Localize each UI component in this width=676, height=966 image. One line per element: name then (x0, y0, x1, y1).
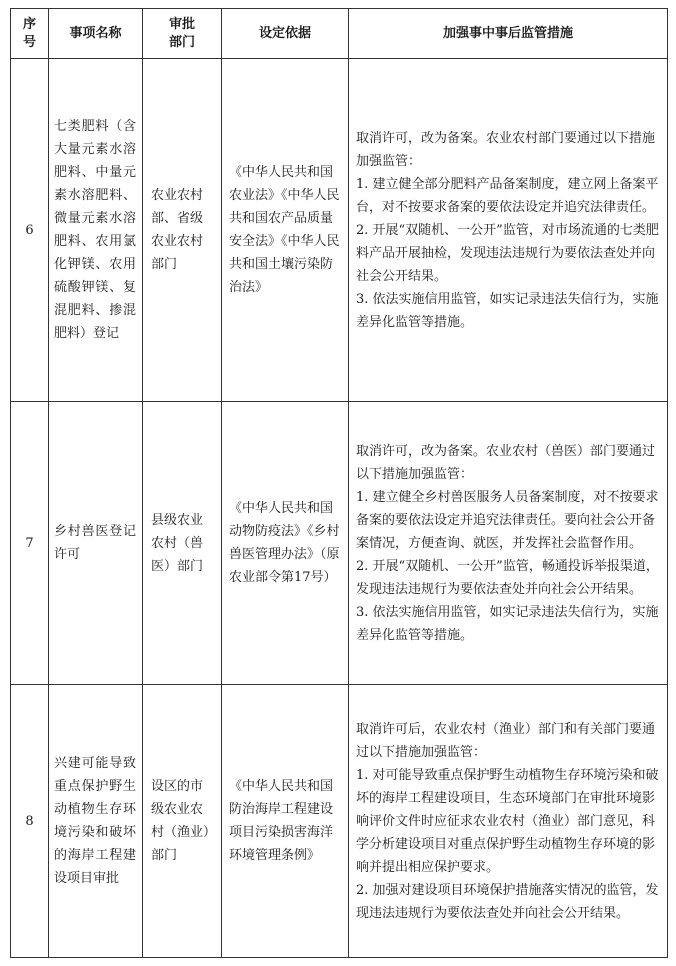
header-row (11, 9, 668, 59)
row-measures (349, 59, 668, 402)
measure-line: 1. 建立健全乡村兽医服务人员备案制度，对不按要求备案的要依法设定并追究法律责任。要向社会公开备案情况，方便查询、就医，并发挥社会监督作用。 (356, 489, 659, 551)
header-index: 序号 (11, 9, 49, 59)
measure-line: 取消许可后，农业农村（渔业）部门和有关部门要通过以下措施加强监管： (356, 721, 656, 760)
table-row (11, 685, 668, 958)
measure-line: 3. 依法实施信用监管，如实记录违法失信行为，实施差异化监管等措施。 (356, 291, 659, 330)
measure-line: 2. 加强对建设项目环境保护措施落实情况的监管，发现违法违规行为要依法查处并向社会公开结果。 (356, 882, 659, 921)
measure-line: 2. 开展“双随机、一公开”监管，畅通投诉举报渠道，发现违法违规行为要依法查处并向社会公开结果。 (356, 558, 659, 597)
header-measures: 加强事中事后监管措施 (349, 9, 668, 59)
row-dept: 农业农村部、省级农业农村部门 (143, 59, 222, 402)
row-basis: 《中华人民共和国防治海岸工程建设项目污染损害海洋环境管理条例》 (222, 685, 349, 958)
row-index: 8 (11, 685, 49, 958)
header-basis: 设定依据 (222, 9, 349, 59)
row-item-name: 七类肥料（含大量元素水溶肥料、中量元素水溶肥料、微量元素水溶肥料、农用氯化钾镁、农用硫酸钾镁、复混肥料、掺混肥料）登记 (49, 59, 143, 402)
measure-line: 2. 开展“双随机、一公开”监管，对市场流通的七类肥料产品开展抽检，发现违法违规行为要依法查处并向社会公开结果。 (356, 222, 659, 284)
measures-table (10, 8, 668, 958)
measure-line: 1. 对可能导致重点保护野生动植物生存环境污染和破坏的海岸工程建设项目，生态环境部门在审批环境影响评价文件时应征求农业农村（渔业）部门意见，科学分析建设项目对重点保护野生动植物生存环境的影响并提出相应保护要求。 (356, 767, 659, 875)
row-item-name: 兴建可能导致重点保护野生动植物生存环境污染和破坏的海岸工程建设项目审批 (49, 685, 143, 958)
row-dept: 县级农业农村（兽医）部门 (143, 402, 222, 685)
row-basis: 《中华人民共和国农业法》《中华人民共和国农产品质量安全法》《中华人民共和国土壤污染防治法》 (222, 59, 349, 402)
row-index: 7 (11, 402, 49, 685)
header-name: 事项名称 (49, 9, 143, 59)
row-item-name: 乡村兽医登记许可 (49, 402, 143, 685)
measure-line: 1. 建立健全部分肥料产品备案制度，建立网上备案平台，对不按要求备案的要依法设定并追究法律责任。 (356, 176, 659, 215)
table-row (11, 402, 668, 685)
measure-line: 取消许可，改为备案。农业农村部门要通过以下措施加强监管： (356, 130, 656, 169)
measure-line: 取消许可，改为备案。农业农村（兽医）部门要通过以下措施加强监管： (356, 443, 656, 482)
header-dept: 审批部门 (143, 9, 222, 59)
measure-line: 3. 依法实施信用监管，如实记录违法失信行为，实施差异化监管等措施。 (356, 604, 659, 643)
row-measures (349, 685, 668, 958)
table-row (11, 59, 668, 402)
row-basis: 《中华人民共和国动物防疫法》《乡村兽医管理办法》（原农业部令第17号） (222, 402, 349, 685)
row-index: 6 (11, 59, 49, 402)
row-dept: 设区的市级农业农村（渔业）部门 (143, 685, 222, 958)
row-measures (349, 402, 668, 685)
